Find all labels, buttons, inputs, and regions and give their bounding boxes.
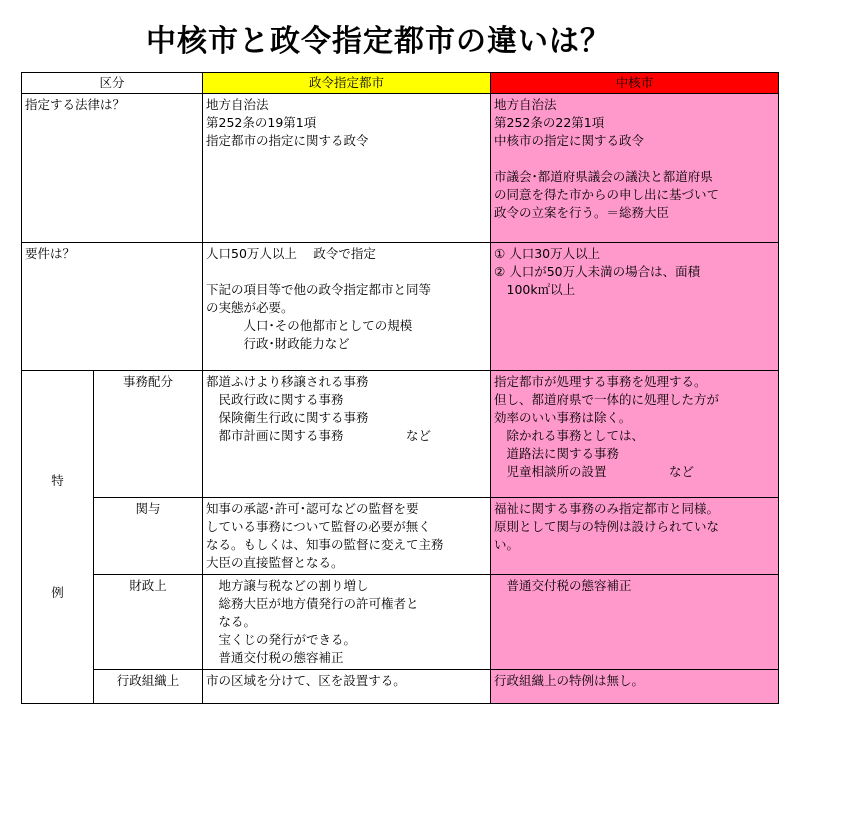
row-involvement <box>22 498 779 575</box>
comparison-table <box>21 72 779 704</box>
organization-label: 行政組織上 <box>94 670 203 704</box>
special-label: 特 例 <box>22 371 94 704</box>
requirements-label: 要件は？ <box>22 243 203 371</box>
requirements-chukaku: ① 人口30万人以上 ② 人口が50万人未満の場合は、面積 100k㎡以上 <box>491 243 779 371</box>
involvement-seirei: 知事の承認･許可･認可などの監督を要 している事務について監督の必要が無く なる。もしくは、知事の監督に変えて主務 大臣の直接監督となる。 <box>203 498 491 575</box>
row-finance <box>22 575 779 670</box>
row-requirements <box>22 243 779 371</box>
finance-seirei: 地方譲与税などの割り増し 総務大臣が地方債発行の許可権者と なる。 宝くじの発行ができる。 普通交付税の態容補正 <box>203 575 491 670</box>
organization-chukaku: 行政組織上の特例は無し。 <box>491 670 779 704</box>
page-title: 中核市と政令指定都市の違いは？ <box>146 24 611 59</box>
header-seirei: 政令指定都市 <box>203 73 491 94</box>
involvement-label: 関与 <box>94 498 203 575</box>
finance-chukaku: 普通交付税の態容補正 <box>491 575 779 670</box>
row-affairs <box>22 371 779 498</box>
affairs-seirei: 都道ふけより移譲される事務 民政行政に関する事務 保険衛生行政に関する事務 都市計画に関する事務 など <box>203 371 491 498</box>
affairs-chukaku: 指定都市が処理する事務を処理する。 但し、都道府県で一体的に処理した方が 効率のいい事務は除く。 除かれる事務としては、 道路法に関する事務 児童相談所の設置 など <box>491 371 779 498</box>
law-seirei: 地方自治法 第252条の19第1項 指定都市の指定に関する政令 <box>203 94 491 243</box>
row-organization <box>22 670 779 704</box>
law-chukaku: 地方自治法 第252条の22第1項 中核市の指定に関する政令 市議会･都道府県議会の議決と都道府県 の同意を得た市からの申し出に基づいて 政令の立案を行う。＝総務大臣 <box>491 94 779 243</box>
finance-label: 財政上 <box>94 575 203 670</box>
involvement-chukaku: 福祉に関する事務のみ指定都市と同様。 原則として関与の特例は設けられていな い。 <box>491 498 779 575</box>
header-row <box>22 73 779 94</box>
header-chukaku: 中核市 <box>491 73 779 94</box>
law-label: 指定する法律は？ <box>22 94 203 243</box>
row-law <box>22 94 779 243</box>
affairs-label: 事務配分 <box>94 371 203 498</box>
header-category: 区分 <box>22 73 203 94</box>
requirements-seirei: 人口50万人以上 政令で指定 下記の項目等で他の政令指定都市と同等 の実態が必要。 人口･その他都市としての規模 行政･財政能力など <box>203 243 491 371</box>
organization-seirei: 市の区域を分けて、区を設置する。 <box>203 670 491 704</box>
